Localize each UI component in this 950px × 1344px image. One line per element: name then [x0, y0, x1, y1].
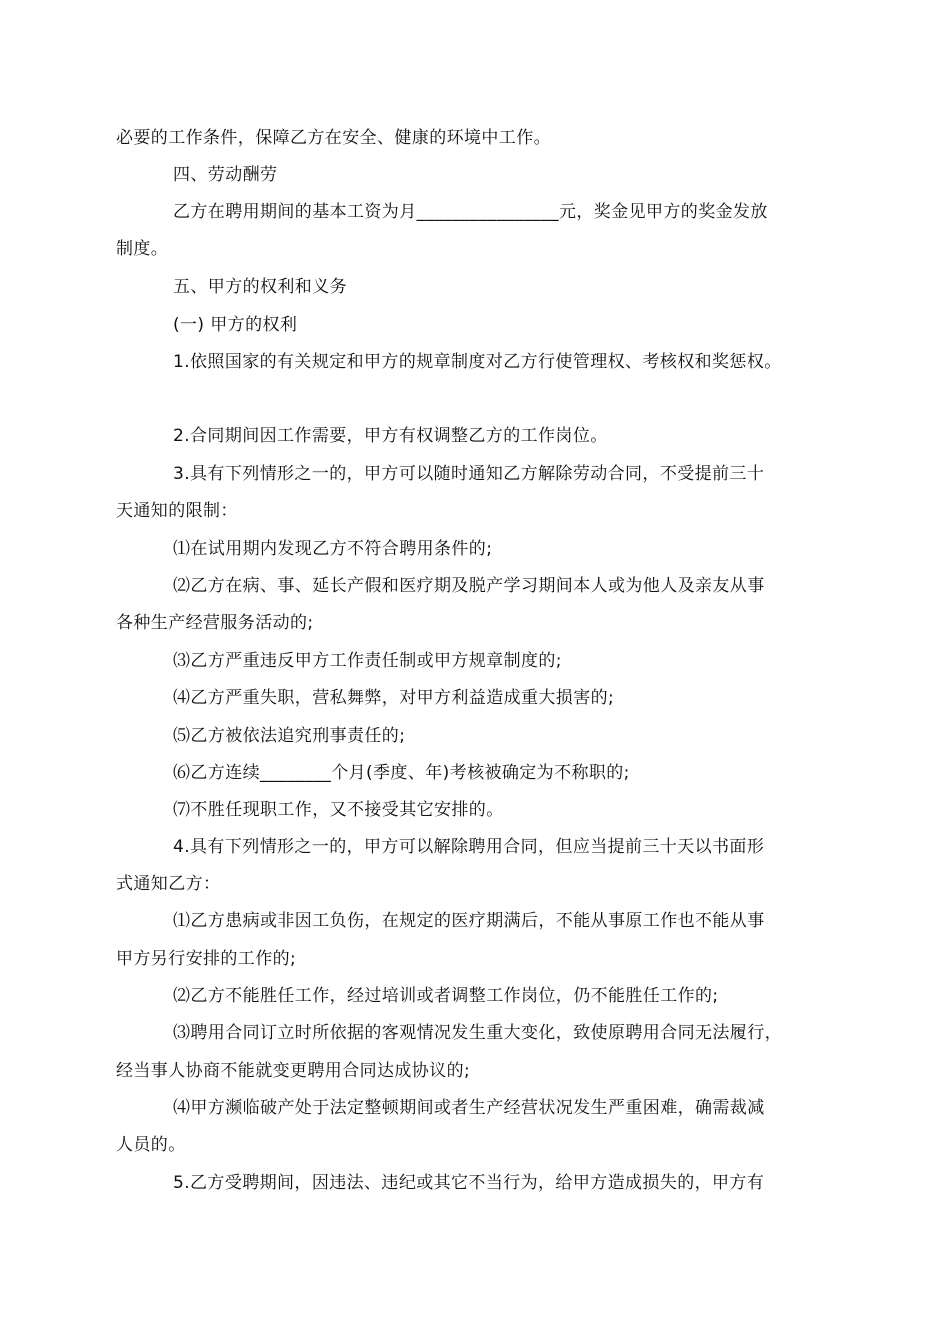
text-line: 4.具有下列情形之一的，甲方可以解除聘用合同，但应当提前三十天以书面形 [173, 837, 765, 857]
list-item: ⑴乙方患病或非因工负伤，在规定的医疗期满后，不能从事原工作也不能从事 [173, 911, 765, 931]
list-item: ⑶聘用合同订立时所依据的客观情况发生重大变化，致使原聘用合同无法履行， [173, 1023, 782, 1043]
list-item: ⑷乙方严重失职，营私舞弊，对甲方利益造成重大损害的; [173, 688, 615, 708]
list-item: ⑵乙方不能胜任工作，经过培训或者调整工作岗位，仍不能胜任工作的; [173, 986, 719, 1006]
text-line: 甲方另行安排的工作的; [116, 949, 297, 969]
text-line: 必要的工作条件，保障乙方在安全、健康的环境中工作。 [116, 128, 551, 148]
list-item: ⑹乙方连续________个月(季度、年)考核被确定为不称职的; [173, 763, 630, 783]
section-heading: 五、甲方的权利和义务 [173, 277, 347, 297]
section-heading: 四、劳动酬劳 [173, 165, 278, 185]
list-item: ⑷甲方濒临破产处于法定整顿期间或者生产经营状况发生严重困难，确需裁减 [173, 1098, 765, 1118]
text-line: 经当事人协商不能就变更聘用合同达成协议的; [116, 1061, 471, 1081]
list-item: ⑴在试用期内发现乙方不符合聘用条件的; [173, 539, 493, 559]
subsection-heading: (一) 甲方的权利 [173, 315, 298, 335]
list-item: ⑵乙方在病、事、延长产假和医疗期及脱产学习期间本人或为他人及亲友从事 [173, 576, 765, 596]
text-line: 各种生产经营服务活动的; [116, 613, 314, 633]
text-line: 乙方在聘用期间的基本工资为月________________元，奖金见甲方的奖金发放 [173, 202, 768, 222]
list-item: ⑶乙方严重违反甲方工作责任制或甲方规章制度的; [173, 651, 562, 671]
list-item: ⑺不胜任现职工作，又不接受其它安排的。 [173, 800, 504, 820]
text-line: 人员的。 [116, 1135, 186, 1155]
text-line: 1.依照国家的有关规定和甲方的规章制度对乙方行使管理权、考核权和奖惩权。 [173, 352, 782, 372]
text-line: 式通知乙方： [116, 874, 221, 894]
text-line: 5.乙方受聘期间，因违法、违纪或其它不当行为，给甲方造成损失的，甲方有 [173, 1173, 765, 1193]
text-line: 天通知的限制： [116, 501, 238, 521]
list-item: ⑸乙方被依法追究刑事责任的; [173, 726, 406, 746]
text-line: 2.合同期间因工作需要，甲方有权调整乙方的工作岗位。 [173, 426, 608, 446]
text-line: 3.具有下列情形之一的，甲方可以随时通知乙方解除劳动合同，不受提前三十 [173, 464, 765, 484]
text-line: 制度。 [116, 239, 169, 259]
